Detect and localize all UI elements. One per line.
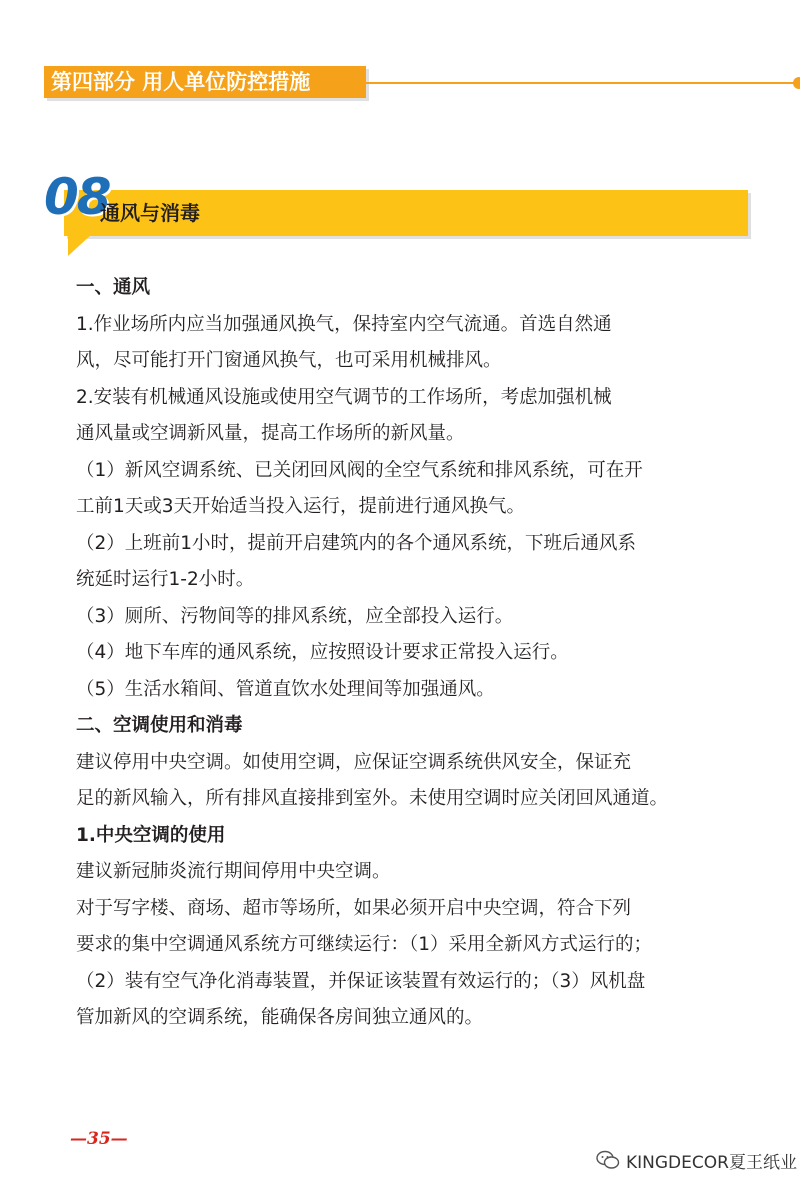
text-line: 建议新冠肺炎流行期间停用中央空调。: [76, 861, 391, 882]
text-line: 1.作业场所内应当加强通风换气，保持室内空气流通。首选自然通: [76, 313, 612, 335]
section-number: 08: [44, 168, 110, 226]
part-header-dot: [793, 77, 800, 89]
text-line: 统延时运行1-2小时。: [76, 569, 255, 590]
text-line: （2）装有空气净化消毒装置，并保证该装置有效运行的；（3）风机盘: [76, 970, 646, 992]
watermark: [596, 1140, 797, 1180]
text-line: （1）新风空调系统、已关闭回风阀的全空气系统和排风系统，可在开: [76, 459, 643, 481]
watermark-text: KINGDECOR夏王纸业: [626, 1152, 797, 1173]
part-title: 第四部分 用人单位防控措施: [44, 66, 366, 98]
section-banner: [44, 168, 754, 258]
text-line: 对于写字楼、商场、超市等场所，如果必须开启中央空调，符合下列: [76, 897, 632, 919]
part-header-rule: [366, 82, 800, 84]
text-line: 2.安装有机械通风设施或使用空气调节的工作场所，考虑加强机械: [76, 386, 612, 408]
text-line: 管加新风的空调系统，能确保各房间独立通风的。: [76, 1007, 484, 1028]
text-line: 要求的集中空调通风系统方可继续运行：（1）采用全新风方式运行的；: [76, 934, 653, 955]
body-text: [76, 270, 726, 1037]
heading-ac: 二、空调使用和消毒: [76, 715, 243, 736]
text-line: （2）上班前1小时，提前开启建筑内的各个通风系统，下班后通风系: [76, 532, 637, 554]
subheading-central-ac: 1.中央空调的使用: [76, 824, 226, 846]
text-line: （4）地下车库的通风系统，应按照设计要求正常投入运行。: [76, 642, 569, 663]
text-line: （5）生活水箱间、管道直饮水处理间等加强通风。: [76, 678, 495, 700]
text-line: 足的新风输入，所有排风直接排到室外。未使用空调时应关闭回风通道。: [76, 788, 669, 809]
text-line: （3）厕所、污物间等的排风系统，应全部投入运行。: [76, 605, 514, 627]
text-line: 通风量或空调新风量，提高工作场所的新风量。: [76, 423, 465, 444]
text-line: 工前1天或3天开始适当投入运行，提前进行通风换气。: [76, 496, 526, 517]
section-bar-tail: [68, 234, 92, 256]
section-title: 通风与消毒: [100, 201, 200, 225]
wechat-icon: [596, 1150, 620, 1170]
page-number: —35—: [70, 1129, 128, 1149]
heading-ventilation: 一、通风: [76, 277, 151, 298]
text-line: 建议停用中央空调。如使用空调，应保证空调系统供风安全，保证充: [76, 751, 632, 773]
text-line: 风，尽可能打开门窗通风换气，也可采用机械排风。: [76, 350, 502, 371]
